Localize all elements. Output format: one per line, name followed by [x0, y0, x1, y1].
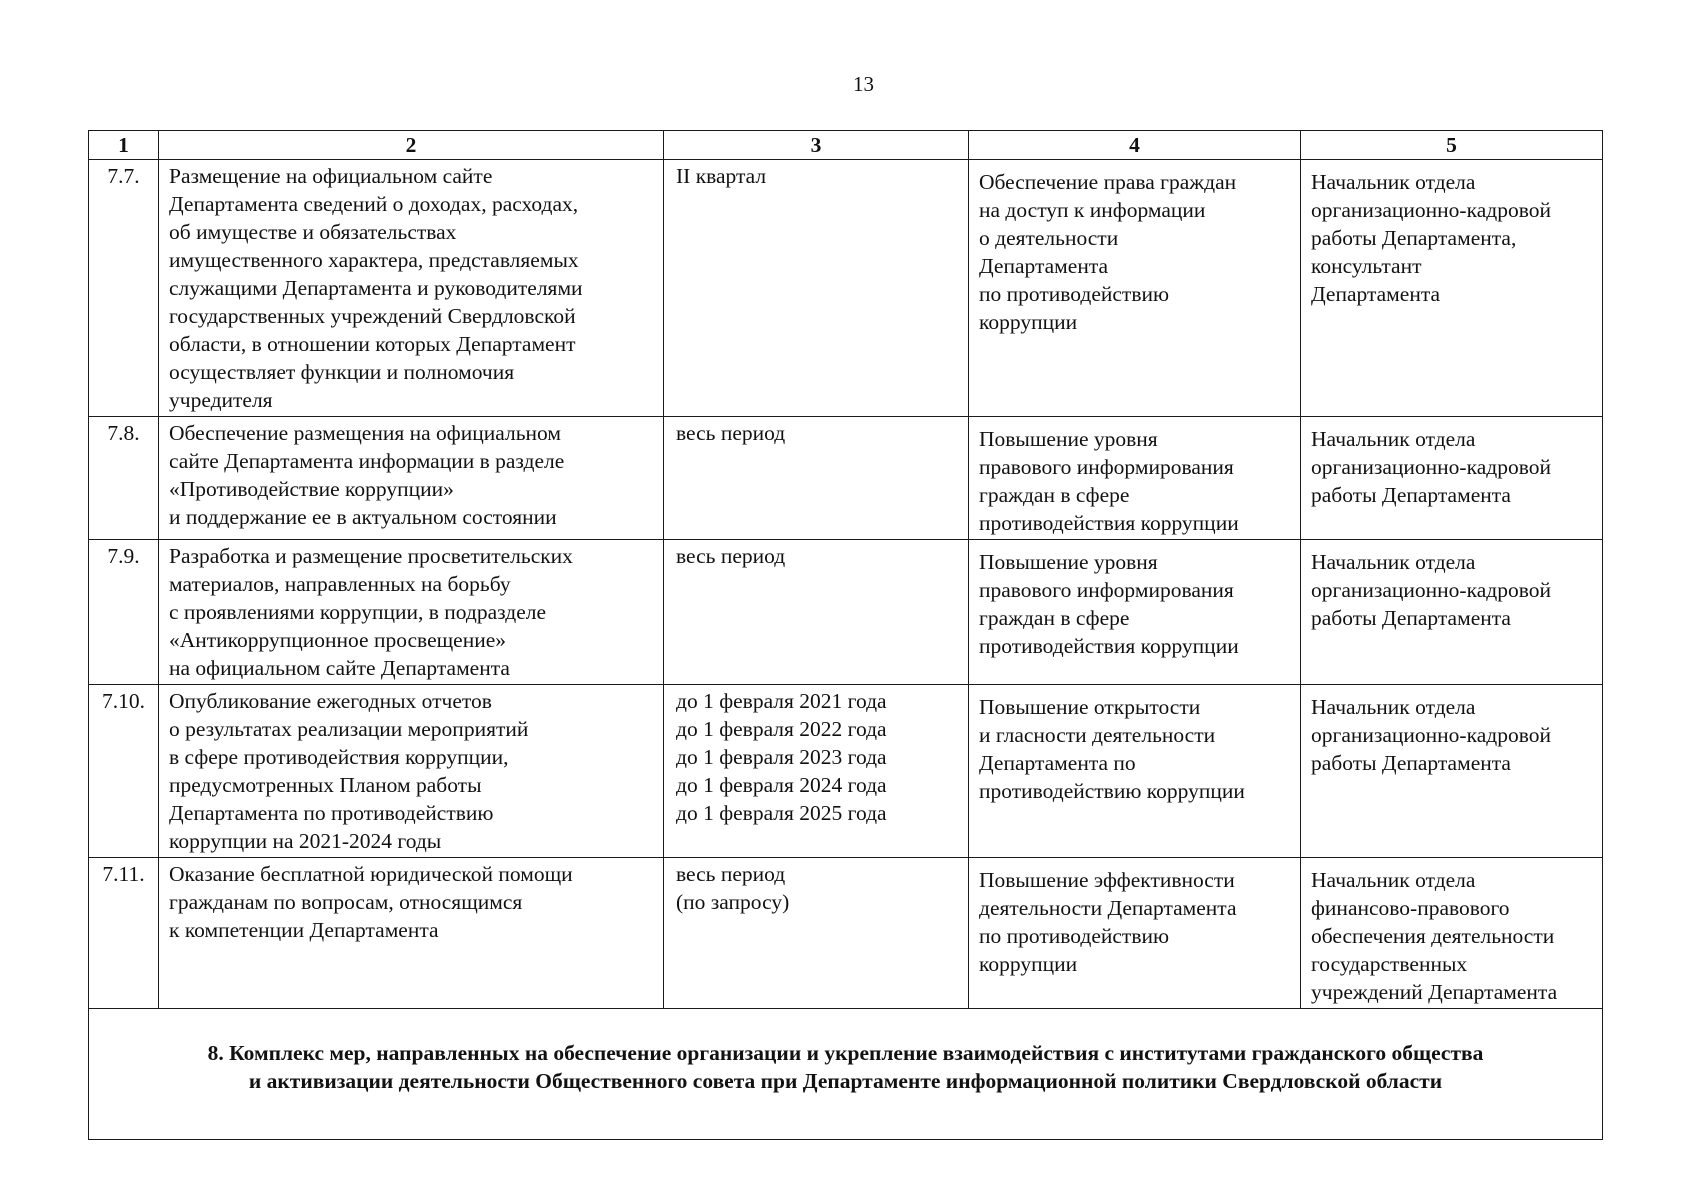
row-period: весь период [664, 417, 969, 540]
row-number: 7.7. [89, 160, 159, 417]
table-row [89, 540, 1603, 685]
row-period: II квартал [664, 160, 969, 417]
row-result: Повышение эффективности деятельности Департамента по противодействию коррупции [969, 858, 1301, 1009]
column-header-result: 4 [969, 131, 1301, 160]
row-result: Повышение открытости и гласности деятельности Департамента по противодействию коррупции [969, 685, 1301, 858]
row-action: Оказание бесплатной юридической помощи гражданам по вопросам, относящимся к компетенции Департамента [159, 858, 664, 1009]
column-header-number: 1 [89, 131, 159, 160]
row-responsible: Начальник отдела финансово-правового обеспечения деятельности государственных учреждений Департамента [1301, 858, 1603, 1009]
table-row [89, 685, 1603, 858]
row-responsible: Начальник отдела организационно-кадровой работы Департамента, консультант Департамента [1301, 160, 1603, 417]
row-responsible: Начальник отдела организационно-кадровой работы Департамента [1301, 685, 1603, 858]
row-action: Размещение на официальном сайте Департамента сведений о доходах, расходах, об имуществе и обязательствах имущественного характера, представляемых служащими Департамента и руководителями государственных учреждений Свердловской области, в отношении которых Департамент осуществляет функции и полномочия учредителя [159, 160, 664, 417]
column-header-action: 2 [159, 131, 664, 160]
header-row [89, 131, 1603, 160]
table-row [89, 160, 1603, 417]
row-number: 7.8. [89, 417, 159, 540]
table-row [89, 417, 1603, 540]
row-action: Разработка и размещение просветительских материалов, направленных на борьбу с проявлениями коррупции, в подразделе «Антикоррупционное просвещение» на официальном сайте Департамента [159, 540, 664, 685]
page-number: 13 [853, 72, 874, 96]
row-action: Опубликование ежегодных отчетов о результатах реализации мероприятий в сфере противодействия коррупции, предусмотренных Планом работы Департамента по противодействию коррупции на 2021-2024 годы [159, 685, 664, 858]
row-period: весь период [664, 540, 969, 685]
column-header-responsible: 5 [1301, 131, 1603, 160]
row-period: до 1 февраля 2021 года до 1 февраля 2022 года до 1 февраля 2023 года до 1 февраля 2024 года до 1 февраля 2025 года [664, 685, 969, 858]
row-result: Повышение уровня правового информирования граждан в сфере противодействия коррупции [969, 540, 1301, 685]
row-action: Обеспечение размещения на официальном сайте Департамента информации в разделе «Противодействие коррупции» и поддержание ее в актуальном состоянии [159, 417, 664, 540]
section-heading: 8. Комплекс мер, направленных на обеспечение организации и укрепление взаимодействия с институтами гражданского общества и активизации деятельности Общественного совета при Департаменте информационной политики Свердловской области [89, 1009, 1603, 1140]
row-result: Обеспечение права граждан на доступ к информации о деятельности Департамента по противодействию коррупции [969, 160, 1301, 417]
table-row [89, 858, 1603, 1009]
row-period: весь период (по запросу) [664, 858, 969, 1009]
row-number: 7.10. [89, 685, 159, 858]
row-number: 7.11. [89, 858, 159, 1009]
row-number: 7.9. [89, 540, 159, 685]
row-responsible: Начальник отдела организационно-кадровой работы Департамента [1301, 540, 1603, 685]
column-header-period: 3 [664, 131, 969, 160]
section-heading-row [89, 1009, 1603, 1140]
plan-table [88, 130, 1603, 1140]
row-result: Повышение уровня правового информирования граждан в сфере противодействия коррупции [969, 417, 1301, 540]
row-responsible: Начальник отдела организационно-кадровой работы Департамента [1301, 417, 1603, 540]
